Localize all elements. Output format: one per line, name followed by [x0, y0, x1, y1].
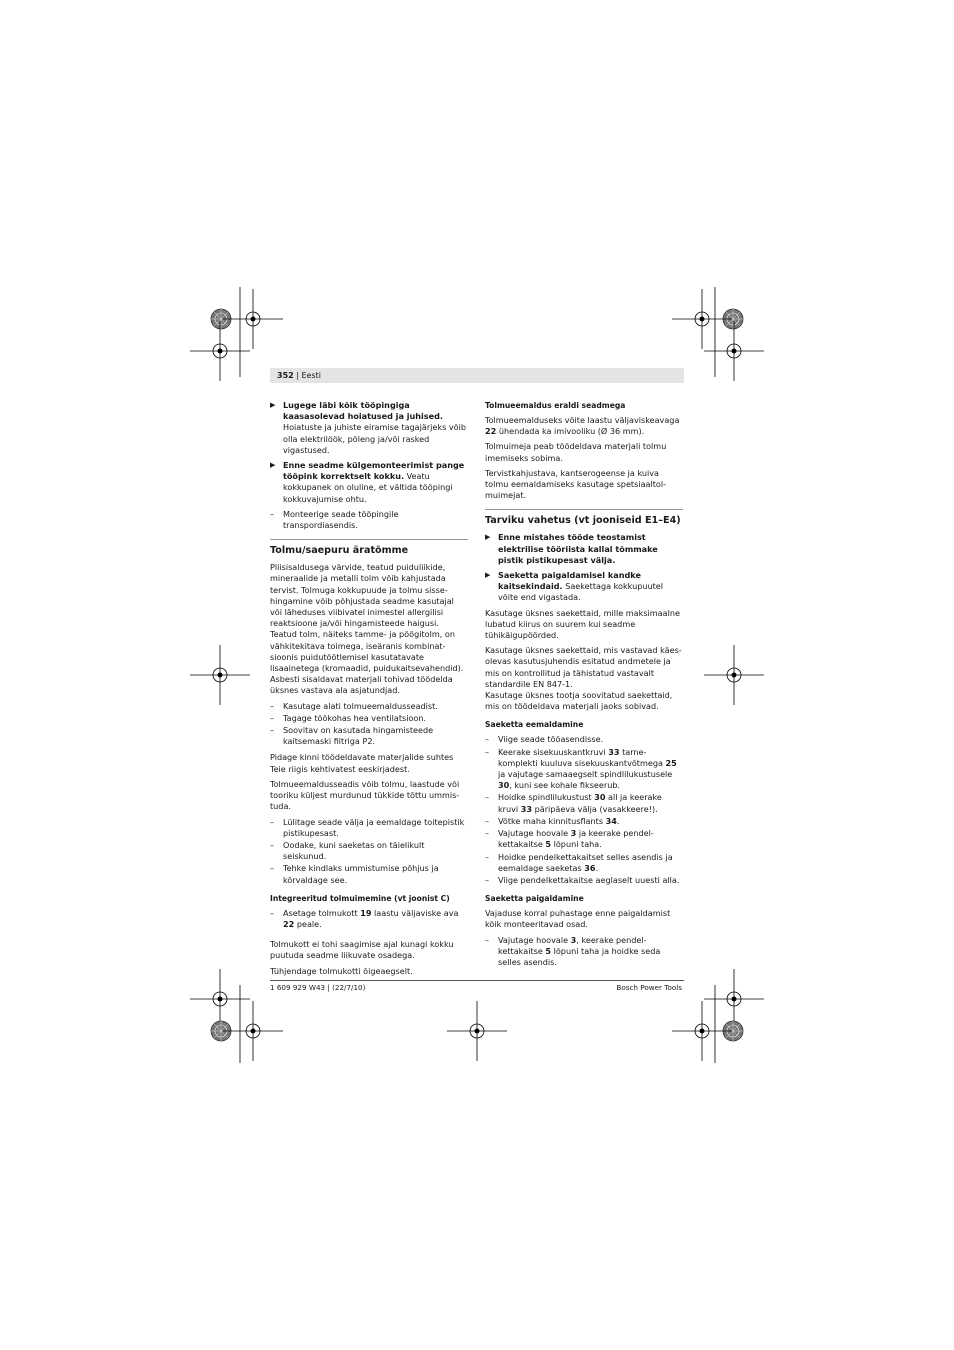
subheading-external-dust: Tolmueemaldus eraldi seadmega	[485, 401, 626, 410]
register-cross-top-right	[672, 289, 732, 349]
warning-item: ▶ Enne seadme külgemonteerimist pange tööpink korrektselt kokku. Veatu kokkupanek on oluline, et vältida tööpingi kokkuvajumise ohtu.	[270, 460, 465, 504]
footer-doc-number: 1 609 929 W43 | (22/7/10)	[270, 983, 366, 992]
dash-item: – Hoidke spindlilukustust 30 all ja keerake kruvi 33 päripäeva välja (vasakkeere!).	[485, 792, 662, 814]
register-cross-top-right-2	[704, 321, 764, 381]
triangle-bullet-icon: ▶	[485, 533, 491, 542]
paragraph: Tolmuimeja peab töödeldava materjali tolmu imemiseks sobima.	[485, 441, 667, 463]
dash-item: – Soovitav on kasutada hingamisteede kaitsemaski filtriga P2.	[270, 725, 434, 747]
register-cross-top-left	[223, 289, 283, 349]
dash-item: – Oodake, kuni saeketas on täielikult seiskunud.	[270, 839, 425, 862]
paragraph: Vajaduse korral puhastage enne paigaldamist kõik monteeritavad osad.	[485, 908, 671, 930]
register-cross-bottom-left	[223, 1001, 283, 1061]
dash-item: – Tehke kindlaks ummistumise põhjus ja kõrvaldage see.	[270, 863, 439, 885]
paragraph: Kasutage üksnes tootja soovitatud saekettaid, mis on töödeldava materjali jaoks sobivad.	[485, 690, 673, 712]
register-cross-bottom-right	[672, 1001, 732, 1061]
subheading-integrated-dust: Integreeritud tolmuimemine (vt joonist C)	[270, 893, 450, 903]
register-cross-mid-left	[190, 645, 250, 705]
dash-item: – Keerake sisekuuskantkruvi 33 tarne-komplekti kuuluva sisekuuskantvõtmega 25 ja vajutage samaaegselt spindlilukustusele 30, kuni see kohale fikseerub.	[485, 746, 677, 791]
paragraph: Tervistkahjustava, kantserogeense ja kuiva tolmu eemaldamiseks kasutage spetsiaaltol-muimejat.	[485, 467, 667, 501]
warning-item: ▶ Lugege läbi kõik tööpingiga kaasasolevad hoiatused ja juhised. Hoiatuste ja juhiste eiramise tagajärjeks võib olla elektrilöök, põleng ja/või rasked vigastused.	[270, 400, 466, 455]
triangle-bullet-icon: ▶	[485, 571, 491, 580]
paragraph: Pidage kinni töödeldavate materjalide suhtes Teie riigis kehtivatest eeskirjadest.	[270, 752, 454, 774]
dash-item: – Monteerige seade tööpingile transpordiasendis.	[270, 508, 399, 531]
subheading-remove-blade: Saeketta eemaldamine	[485, 720, 584, 730]
dash-item: – Asetage tolmukott 19 laastu väljaviske ava 22 peale.	[270, 907, 459, 929]
warning-item: ▶ Saeketta paigaldamisel kandke kaitsekindaid. Saekettaga kokkupuutel võite end vigastada.	[485, 570, 664, 603]
register-cross-bottom-center	[447, 1001, 507, 1061]
dash-item: – Vajutage hoovale 3, keerake pendel-kettakaitse 5 lõpuni taha ja hoidke seda selles asendis.	[485, 934, 661, 967]
left-column	[270, 400, 468, 981]
subheading-install-blade: Saeketta paigaldamine	[485, 894, 584, 904]
paragraph: Kasutage üksnes saekettaid, mille maksimaalne lubatud kiirus on suurem kui seadme tühikäigupöörded.	[485, 607, 680, 641]
triangle-bullet-icon: ▶	[270, 461, 276, 470]
paragraph: Tolmukott ei tohi saagimise ajal kunagi kokku puutuda seadme liikuvate osadega.	[270, 939, 454, 961]
header-separator: |	[296, 371, 299, 380]
footer-rule	[270, 980, 684, 981]
dash-item: – Võtke maha kinnitusflants 34.	[485, 815, 620, 826]
dash-item: – Hoidke pendelkettakaitset selles asendis ja eemaldage saeketas 36.	[485, 851, 673, 873]
page-header	[277, 369, 321, 382]
page-number: 352	[277, 371, 294, 380]
register-cross-bottom-left-2	[190, 969, 250, 1029]
section-heading-tool-change: Tarviku vahetus (vt jooniseid E1–E4)	[485, 509, 683, 527]
header-language: Eesti	[301, 371, 322, 380]
triangle-bullet-icon: ▶	[270, 401, 276, 409]
paragraph: Tolmueemalduseks võite laastu väljaviskeavaga 22 ühendada ka imivooliku (Ø 36 mm).	[485, 415, 680, 437]
footer-brand: Bosch Power Tools	[616, 983, 682, 992]
dash-item: – Viige seade tööasendisse.	[485, 734, 604, 745]
dash-item: – Viige pendelkettakaitse aeglaselt uuesti alla.	[485, 874, 680, 885]
register-cross-mid-right	[704, 645, 764, 705]
warning-item: ▶ Enne mistahes tööde teostamist elektrilise tööriista kallal tõmmake pistik pistikupesast välja.	[485, 532, 658, 565]
dash-item: – Lülitage seade välja ja eemaldage toitepistik pistikupesast.	[270, 816, 465, 838]
dash-item: – Tagage töökohas hea ventilatsioon.	[270, 712, 427, 723]
dash-item: – Vajutage hoovale 3 ja keerake pendel-kettakaitse 5 lõpuni taha.	[485, 828, 654, 850]
paragraph: Pliisisaldusega värvide, teatud puiduliikide, mineraalide ja metalli tolm võib kahjustada tervist. Tolmuga kokkupuude ja tolmu sisse-hingamine võib põhjustada seadme kasutajal või läheduses viibivatel inimestel allergilisi reaktsioone ja/või hingamisteede haigusi. Teatud tolm, näiteks tamme- ja pöögitolm, on vähkitekitava toimega, iseäranis kombinat-sioonis puidutöötlemisel kasutatavate lisaainetega (kromaadid, puidukaitsevahendid). Asbesti sisaldavat materjali tohivad töödelda üksnes vastava ala asjatundjad.	[270, 562, 464, 696]
paragraph: Tolmueemaldusseadis võib tolmu, laastude või tooriku küljest murdunud tükkide tõttu ummis-tuda.	[270, 778, 460, 812]
paragraph: Kasutage üksnes saekettaid, mis vastavad käes-olevas kasutusjuhendis esitatud andmetele ja mis on kontrollitud ja tähistatud vastavalt standardile EN 847-1.	[485, 645, 682, 689]
paragraph: Tühjendage tolmukotti õigeaegselt.	[270, 965, 413, 976]
register-cross-top-left-2	[190, 321, 250, 381]
section-heading-dust: Tolmu/saepuru äratõmme	[270, 539, 468, 557]
page-header-bar	[270, 368, 684, 383]
dash-item: – Kasutage alati tolmueemaldusseadist.	[270, 700, 438, 711]
right-column	[485, 400, 683, 969]
register-cross-bottom-right-2	[704, 969, 764, 1029]
